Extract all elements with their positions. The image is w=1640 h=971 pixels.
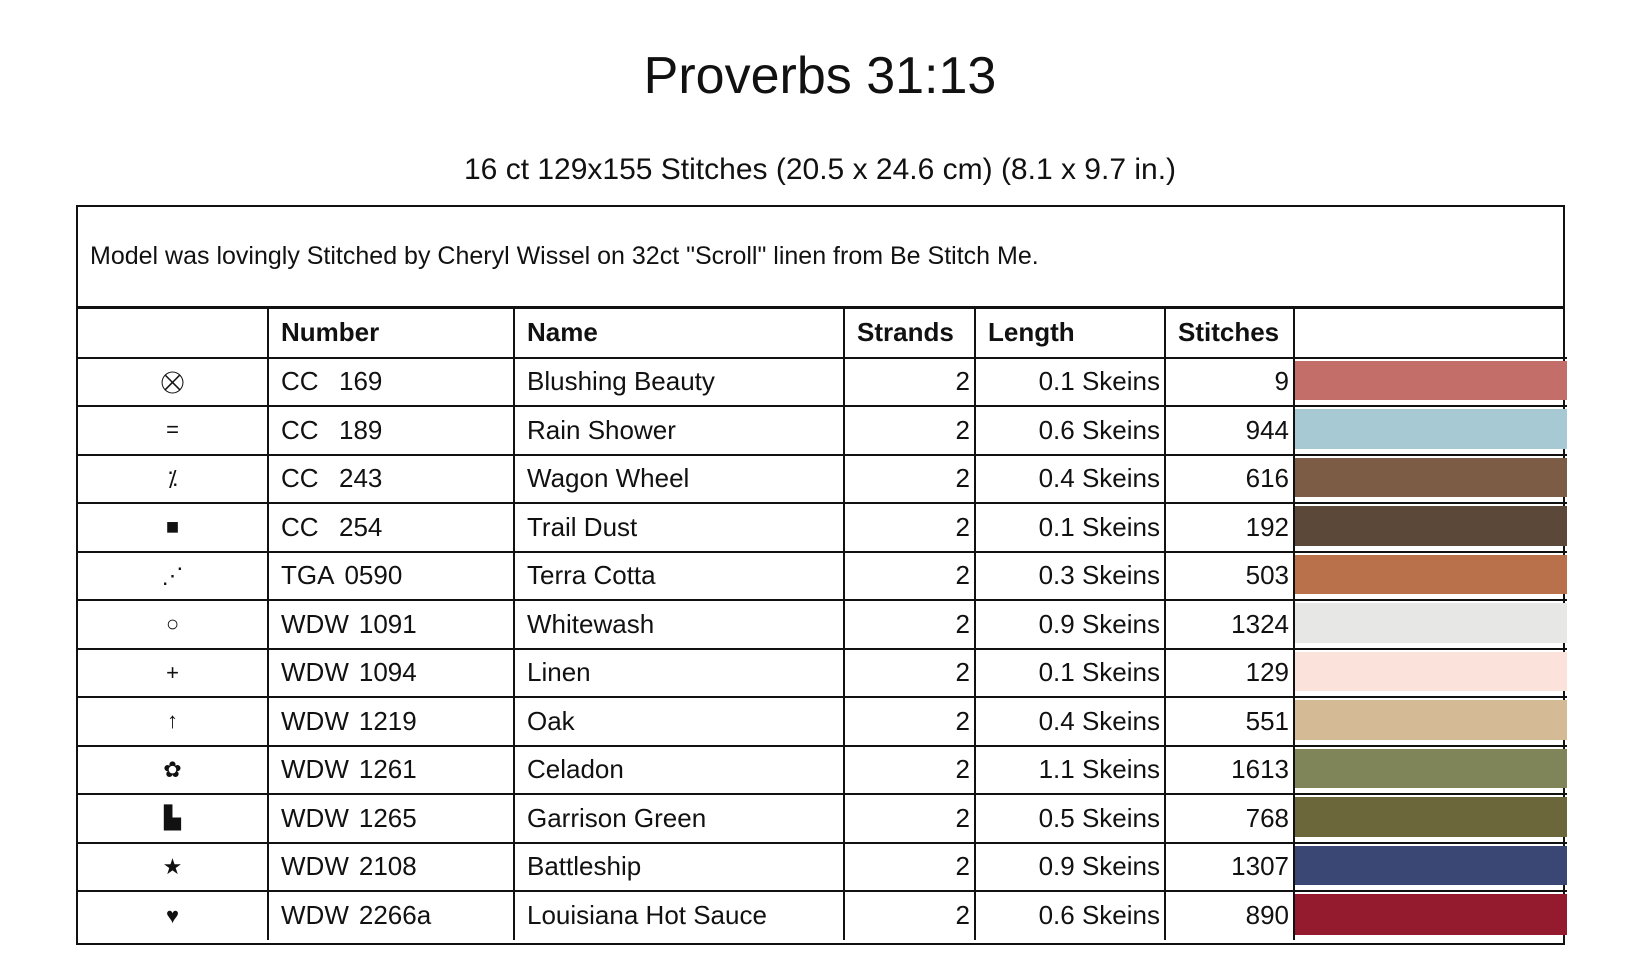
symbol-cell	[78, 649, 268, 698]
thread-number: 189	[339, 414, 383, 445]
thread-brand: CC	[281, 414, 319, 445]
symbol-cell	[78, 358, 268, 407]
strands-cell: 2	[844, 843, 975, 892]
stitches-cell: 129	[1165, 649, 1294, 698]
color-swatch-cell	[1294, 552, 1567, 601]
table-row	[78, 891, 1567, 940]
diagonal-dots-icon: ⋰	[161, 562, 184, 588]
color-swatch-cell	[1294, 891, 1567, 940]
heart-in-circle-icon: ⛒	[161, 368, 184, 394]
corner-block-icon: ▙	[164, 805, 181, 831]
thread-number: 169	[339, 366, 383, 397]
length-cell: 0.1 Skeins	[975, 649, 1165, 698]
column-header-strands: Strands	[844, 309, 975, 358]
symbol-cell	[78, 600, 268, 649]
column-header-stitches: Stitches	[1165, 309, 1294, 358]
thread-number-cell	[268, 503, 514, 552]
color-swatch	[1295, 846, 1567, 886]
length-cell: 0.1 Skeins	[975, 503, 1165, 552]
thread-brand: CC	[281, 366, 319, 397]
stitches-cell: 944	[1165, 406, 1294, 455]
symbol-cell	[78, 406, 268, 455]
strands-cell: 2	[844, 746, 975, 795]
strands-cell: 2	[844, 794, 975, 843]
stitches-cell: 1613	[1165, 746, 1294, 795]
strands-cell: 2	[844, 697, 975, 746]
floss-rows	[78, 358, 1567, 940]
flower-icon: ✿	[163, 756, 182, 782]
strands-cell: 2	[844, 600, 975, 649]
stitches-cell: 1307	[1165, 843, 1294, 892]
color-swatch	[1295, 409, 1567, 449]
thread-name: Louisiana Hot Sauce	[514, 891, 844, 940]
table-row	[78, 843, 1567, 892]
thread-number: 2108	[358, 851, 417, 882]
thread-number: 1094	[358, 657, 417, 688]
thread-number-cell	[268, 358, 514, 407]
thread-brand: WDW	[281, 657, 349, 688]
length-cell: 0.3 Skeins	[975, 552, 1165, 601]
column-header-symbol	[78, 309, 268, 358]
thread-name: Battleship	[514, 843, 844, 892]
thread-number: 254	[339, 511, 383, 542]
up-arrow-icon: ↑	[167, 708, 178, 734]
ring-icon: ○	[165, 611, 180, 637]
thread-brand: WDW	[281, 754, 349, 785]
heart-icon: ♥	[165, 902, 180, 928]
page-subtitle: 16 ct 129x155 Stitches (20.5 x 24.6 cm) (8.1 x 9.7 in.)	[463, 153, 1177, 186]
thread-brand: TGA	[281, 560, 335, 591]
thread-number-cell	[268, 746, 514, 795]
length-cell: 0.4 Skeins	[975, 455, 1165, 504]
table-row	[78, 600, 1567, 649]
table-row	[78, 358, 1567, 407]
color-swatch	[1295, 603, 1567, 643]
symbol-cell	[78, 794, 268, 843]
table-row	[78, 503, 1567, 552]
color-swatch-cell	[1294, 455, 1567, 504]
thread-name: Terra Cotta	[514, 552, 844, 601]
stitches-cell: 192	[1165, 503, 1294, 552]
stitches-cell: 890	[1165, 891, 1294, 940]
strands-cell: 2	[844, 503, 975, 552]
color-swatch-cell	[1294, 697, 1567, 746]
color-swatch-cell	[1294, 600, 1567, 649]
color-swatch-cell	[1294, 503, 1567, 552]
thread-brand: CC	[281, 511, 319, 542]
length-cell: 1.1 Skeins	[975, 746, 1165, 795]
thread-number-cell	[268, 455, 514, 504]
length-cell: 0.9 Skeins	[975, 600, 1165, 649]
length-cell: 0.1 Skeins	[975, 358, 1165, 407]
model-note: Model was lovingly Stitched by Cheryl Wissel on 32ct "Scroll" linen from Be Stitch Me.	[78, 207, 1563, 309]
color-swatch	[1295, 749, 1567, 789]
thread-brand: WDW	[281, 802, 349, 833]
thread-number: 1091	[358, 608, 417, 639]
color-swatch-cell	[1294, 358, 1567, 407]
length-cell: 0.4 Skeins	[975, 697, 1165, 746]
column-header-name: Name	[514, 309, 844, 358]
stitches-cell: 551	[1165, 697, 1294, 746]
thread-name: Celadon	[514, 746, 844, 795]
thread-brand: WDW	[281, 851, 349, 882]
thread-name: Garrison Green	[514, 794, 844, 843]
length-cell: 0.6 Skeins	[975, 891, 1165, 940]
thread-number-cell	[268, 600, 514, 649]
filled-square-icon: ■	[165, 514, 180, 540]
color-swatch-cell	[1294, 649, 1567, 698]
thread-name: Wagon Wheel	[514, 455, 844, 504]
floss-chart-sheet	[76, 205, 1565, 945]
stitches-cell: 616	[1165, 455, 1294, 504]
length-cell: 0.6 Skeins	[975, 406, 1165, 455]
thread-number-cell	[268, 552, 514, 601]
strands-cell: 2	[844, 649, 975, 698]
floss-table	[78, 309, 1567, 940]
thread-name: Trail Dust	[514, 503, 844, 552]
table-header-row	[78, 309, 1567, 358]
color-swatch	[1295, 797, 1567, 837]
strands-cell: 2	[844, 552, 975, 601]
color-swatch	[1295, 700, 1567, 740]
symbol-cell	[78, 503, 268, 552]
thread-brand: CC	[281, 463, 319, 494]
length-cell: 0.9 Skeins	[975, 843, 1165, 892]
thread-name: Rain Shower	[514, 406, 844, 455]
star-icon: ★	[162, 853, 183, 879]
column-header-length: Length	[975, 309, 1165, 358]
symbol-cell	[78, 746, 268, 795]
table-row	[78, 649, 1567, 698]
thread-number-cell	[268, 891, 514, 940]
stitches-cell: 768	[1165, 794, 1294, 843]
table-row	[78, 406, 1567, 455]
thread-number-cell	[268, 843, 514, 892]
symbol-cell	[78, 455, 268, 504]
color-swatch-cell	[1294, 406, 1567, 455]
stitches-cell: 9	[1165, 358, 1294, 407]
thread-name: Oak	[514, 697, 844, 746]
symbol-cell	[78, 697, 268, 746]
symbol-cell	[78, 552, 268, 601]
strands-cell: 2	[844, 406, 975, 455]
page-title: Proverbs 31:13	[643, 47, 997, 105]
color-swatch	[1295, 894, 1567, 935]
color-swatch	[1295, 506, 1567, 546]
thread-number-cell	[268, 794, 514, 843]
table-row	[78, 746, 1567, 795]
color-swatch	[1295, 458, 1567, 498]
strands-cell: 2	[844, 891, 975, 940]
thread-name: Linen	[514, 649, 844, 698]
thread-number: 1265	[358, 802, 417, 833]
plus-icon: +	[166, 659, 179, 685]
color-swatch-cell	[1294, 794, 1567, 843]
thread-number: 1261	[358, 754, 417, 785]
percent-slash-icon: ⁒	[167, 465, 178, 491]
stitches-cell: 503	[1165, 552, 1294, 601]
thread-number-cell	[268, 649, 514, 698]
thread-number: 243	[339, 463, 383, 494]
thread-brand: WDW	[281, 900, 349, 931]
thread-number: 0590	[344, 560, 403, 591]
color-swatch-cell	[1294, 843, 1567, 892]
strands-cell: 2	[844, 455, 975, 504]
thread-name: Whitewash	[514, 600, 844, 649]
stitches-cell: 1324	[1165, 600, 1294, 649]
table-row	[78, 697, 1567, 746]
table-row	[78, 552, 1567, 601]
color-swatch	[1295, 361, 1567, 401]
thread-number: 1219	[358, 705, 417, 736]
column-header-number: Number	[268, 309, 514, 358]
length-cell: 0.5 Skeins	[975, 794, 1165, 843]
color-swatch	[1295, 652, 1567, 692]
equals-icon: =	[166, 417, 179, 443]
thread-brand: WDW	[281, 608, 349, 639]
thread-number: 2266a	[358, 900, 432, 931]
thread-brand: WDW	[281, 705, 349, 736]
thread-number-cell	[268, 697, 514, 746]
thread-name: Blushing Beauty	[514, 358, 844, 407]
table-row	[78, 794, 1567, 843]
strands-cell: 2	[844, 358, 975, 407]
symbol-cell	[78, 891, 268, 940]
symbol-cell	[78, 843, 268, 892]
thread-number-cell	[268, 406, 514, 455]
column-header-color	[1294, 309, 1567, 358]
color-swatch	[1295, 555, 1567, 595]
table-row	[78, 455, 1567, 504]
color-swatch-cell	[1294, 746, 1567, 795]
